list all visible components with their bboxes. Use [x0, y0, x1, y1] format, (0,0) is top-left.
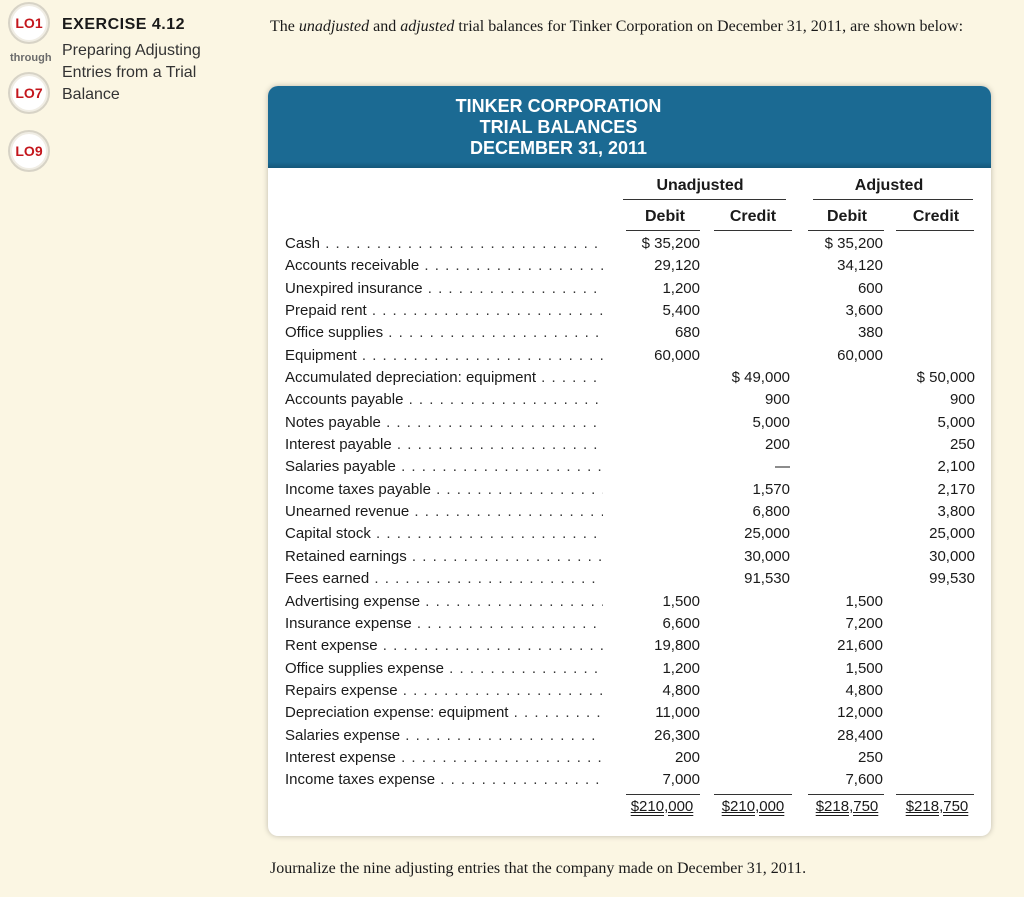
account-name: Salaries expense . . .: [285, 725, 603, 747]
adjusted-credit: 2,170: [937, 480, 975, 498]
account-name: Advertising expense . . .: [285, 591, 603, 613]
col-rule-2: [714, 230, 792, 231]
unadjusted-credit: 1,570: [752, 480, 790, 498]
unadjusted-credit: 25,000: [744, 525, 790, 543]
account-name: Accounts payable . . .: [285, 389, 603, 411]
adjusted-credit: 2,100: [937, 458, 975, 476]
total-unadj-credit: $210,000: [721, 798, 785, 815]
adjusted-debit: 3,600: [845, 302, 883, 320]
table-row: [268, 233, 991, 255]
unadjusted-debit: 1,200: [662, 279, 700, 297]
unadjusted-debit: 1,500: [662, 592, 700, 610]
table-row: [268, 322, 991, 344]
unadjusted-credit: 900: [764, 391, 790, 409]
col-header-unadj-debit: Debit: [645, 208, 685, 225]
table-row: [268, 702, 991, 724]
intro-text-1: The: [270, 18, 299, 35]
table-row: [268, 769, 991, 791]
table-row: [268, 278, 991, 300]
account-name: Office supplies . . .: [285, 322, 603, 344]
unadjusted-credit: 5,000: [752, 413, 790, 431]
intro-unadjusted: unadjusted: [298, 18, 370, 35]
table-row: [268, 658, 991, 680]
unadjusted-credit: —: [775, 458, 790, 476]
table-row: [268, 479, 991, 501]
adjusted-debit: 380: [857, 324, 883, 342]
unadjusted-credit: 6,800: [752, 503, 790, 521]
account-name: Interest expense . . .: [285, 747, 603, 769]
unadjusted-debit: 29,120: [654, 257, 700, 275]
adjusted-debit: 4,800: [845, 681, 883, 699]
table-row: [268, 747, 991, 769]
account-name: Office supplies expense . . .: [285, 658, 603, 680]
unadjusted-debit: 5,400: [662, 302, 700, 320]
adjusted-debit: 600: [857, 279, 883, 297]
adjusted-credit: 99,530: [929, 570, 975, 588]
table-title-banner: [268, 86, 991, 168]
table-row: [268, 300, 991, 322]
table-row: [268, 412, 991, 434]
lo-badge-7: LO7: [8, 72, 50, 114]
intro-paragraph: [270, 16, 1000, 38]
account-name: Unexpired insurance . . .: [285, 278, 603, 300]
adjusted-credit: 5,000: [937, 413, 975, 431]
adjusted-credit: 250: [949, 436, 975, 454]
group-header-unadjusted: Unadjusted: [656, 177, 744, 194]
table-row: [268, 680, 991, 702]
adjusted-debit: 250: [857, 748, 883, 766]
trial-balance-table: [268, 86, 991, 836]
account-name: Insurance expense . . .: [285, 613, 603, 635]
total-adj-credit: $218,750: [905, 798, 969, 815]
unadjusted-debit: 4,800: [662, 681, 700, 699]
table-row: [268, 635, 991, 657]
table-row: [268, 367, 991, 389]
col-rule-4: [896, 230, 974, 231]
unadjusted-debit: 680: [674, 324, 700, 342]
through-label: through: [10, 52, 52, 64]
account-name: Capital stock . . .: [285, 523, 603, 545]
adjusted-debit: 7,200: [845, 614, 883, 632]
group-rule-unadjusted: [623, 199, 786, 200]
account-name: Accumulated depreciation: equipment . . .: [285, 367, 603, 389]
intro-adjusted: adjusted: [400, 18, 455, 35]
table-row: [268, 345, 991, 367]
col-rule-3: [808, 230, 884, 231]
table-row: [268, 546, 991, 568]
unadjusted-credit: 30,000: [744, 547, 790, 565]
account-name: Notes payable . . .: [285, 412, 603, 434]
lo-badge-1: LO1: [8, 2, 50, 44]
adjusted-debit: 60,000: [837, 346, 883, 364]
adjusted-credit: $ 50,000: [916, 369, 975, 387]
exercise-title: EXERCISE 4.12: [62, 16, 185, 33]
instruction-text: Journalize the nine adjusting entries that the company made on December 31, 2011.: [270, 860, 807, 877]
account-name: Cash . . .: [285, 233, 603, 255]
account-name: Prepaid rent . . .: [285, 300, 603, 322]
col-header-unadj-credit: Credit: [729, 208, 777, 225]
table-row: [268, 725, 991, 747]
account-name: Unearned revenue . . .: [285, 501, 603, 523]
table-row: [268, 613, 991, 635]
adjusted-debit: 1,500: [845, 592, 883, 610]
account-name: Income taxes expense . . .: [285, 769, 603, 791]
adjusted-debit: 34,120: [837, 257, 883, 275]
adjusted-debit: 12,000: [837, 704, 883, 722]
account-name: Equipment . . .: [285, 345, 603, 367]
account-name: Income taxes payable . . .: [285, 479, 603, 501]
intro-text-2: and: [369, 18, 401, 35]
table-row: [268, 523, 991, 545]
col-rule-1: [626, 230, 700, 231]
adjusted-credit: 900: [949, 391, 975, 409]
total-adj-debit: $218,750: [815, 798, 879, 815]
group-header-adjusted: Adjusted: [854, 177, 924, 194]
total-unadj-debit: $210,000: [630, 798, 694, 815]
table-row: [268, 501, 991, 523]
total-rule-1: [626, 794, 700, 795]
unadjusted-debit: 1,200: [662, 659, 700, 677]
adjusted-debit: 21,600: [837, 637, 883, 655]
table-title-company: TINKER CORPORATION: [455, 96, 662, 116]
lo-badge-9: LO9: [8, 130, 50, 172]
exercise-subtitle: Preparing Adjusting Entries from a Trial Balance: [62, 42, 201, 103]
account-name: Salaries payable . . .: [285, 456, 603, 478]
account-name: Interest payable . . .: [285, 434, 603, 456]
table-row: [268, 255, 991, 277]
unadjusted-debit: 60,000: [654, 346, 700, 364]
adjusted-debit: $ 35,200: [824, 235, 883, 252]
table-row: [268, 591, 991, 613]
table-body: [268, 233, 991, 792]
adjusted-debit: 28,400: [837, 726, 883, 744]
account-name: Depreciation expense: equipment . . .: [285, 702, 603, 724]
total-rule-2: [714, 794, 792, 795]
account-name: Accounts receivable . . .: [285, 255, 603, 277]
adjusted-credit: 3,800: [937, 503, 975, 521]
adjusted-credit: 25,000: [929, 525, 975, 543]
unadjusted-debit: 19,800: [654, 637, 700, 655]
unadjusted-credit: 200: [764, 436, 790, 454]
group-rule-adjusted: [813, 199, 973, 200]
table-title-date: DECEMBER 31, 2011: [469, 138, 648, 158]
account-name: Repairs expense . . .: [285, 680, 603, 702]
account-name: Retained earnings . . .: [285, 546, 603, 568]
unadjusted-debit: 26,300: [654, 726, 700, 744]
table-row: [268, 568, 991, 590]
col-header-adj-credit: Credit: [912, 208, 960, 225]
unadjusted-credit: $ 49,000: [731, 369, 790, 387]
unadjusted-debit: 11,000: [655, 704, 700, 722]
total-rule-4: [896, 794, 974, 795]
unadjusted-debit: 200: [674, 748, 700, 766]
adjusted-debit: 7,600: [845, 771, 883, 789]
unadjusted-credit: 91,530: [744, 570, 790, 588]
col-header-adj-debit: Debit: [827, 208, 867, 225]
intro-text-3: trial balances for Tinker Corporation on December 31, 2011, are shown below:: [454, 18, 964, 35]
adjusted-credit: 30,000: [929, 547, 975, 565]
table-row: [268, 456, 991, 478]
account-name: Rent expense . . .: [285, 635, 603, 657]
unadjusted-debit: $ 35,200: [641, 235, 700, 252]
account-name: Fees earned . . .: [285, 568, 603, 590]
table-row: [268, 434, 991, 456]
adjusted-debit: 1,500: [845, 659, 883, 677]
total-rule-3: [808, 794, 884, 795]
unadjusted-debit: 6,600: [662, 614, 700, 632]
table-row: [268, 389, 991, 411]
unadjusted-debit: 7,000: [662, 771, 700, 789]
table-title-name: TRIAL BALANCES: [479, 117, 638, 137]
